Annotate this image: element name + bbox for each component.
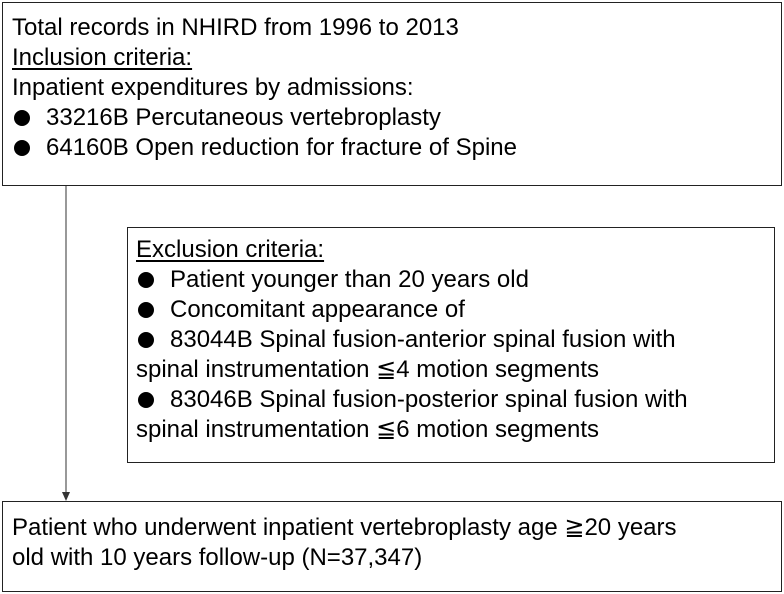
inclusion-item <box>12 103 781 133</box>
exclusion-item-text: Concomitant appearance of <box>170 296 465 323</box>
bullet-icon <box>138 302 154 318</box>
exclusion-item <box>136 325 774 385</box>
final-cohort-line2: old with 10 years follow-up (N=37,347) <box>12 544 423 571</box>
exclusion-item-line2: spinal instrumentation ≦6 motion segments <box>136 416 600 443</box>
exclusion-item <box>136 385 774 445</box>
bullet-icon <box>14 140 30 156</box>
final-cohort-box <box>2 501 782 592</box>
inclusion-item-text: 33216B Percutaneous vertebroplasty <box>46 104 441 131</box>
inclusion-item <box>12 133 781 163</box>
exclusion-item <box>136 265 774 295</box>
bullet-icon <box>138 272 154 288</box>
exclusion-heading: Exclusion criteria: <box>136 236 325 263</box>
exclusion-item-line1: 83044B Spinal fusion-anterior spinal fusion with <box>170 326 676 353</box>
bullet-icon <box>138 392 154 408</box>
inclusion-heading: Inclusion criteria: <box>12 44 193 71</box>
exclusion-item-line1: 83046B Spinal fusion-posterior spinal fusion with <box>170 386 688 413</box>
bullet-icon <box>14 110 30 126</box>
bullet-icon <box>138 332 154 348</box>
final-cohort-line1: Patient who underwent inpatient vertebroplasty age ≧20 years <box>12 514 677 541</box>
inclusion-subheading: Inpatient expenditures by admissions: <box>12 74 414 101</box>
inclusion-box <box>2 2 782 186</box>
inclusion-item-text: 64160B Open reduction for fracture of Spine <box>46 134 517 161</box>
exclusion-item-text <box>136 325 676 385</box>
exclusion-item-text: Patient younger than 20 years old <box>170 266 529 293</box>
exclusion-item-line2: spinal instrumentation ≦4 motion segments <box>136 356 600 383</box>
exclusion-item <box>136 295 774 325</box>
exclusion-item-text <box>136 385 688 445</box>
exclusion-box <box>127 227 775 463</box>
arrow-head-icon <box>62 492 70 501</box>
records-title: Total records in NHIRD from 1996 to 2013 <box>12 14 459 41</box>
